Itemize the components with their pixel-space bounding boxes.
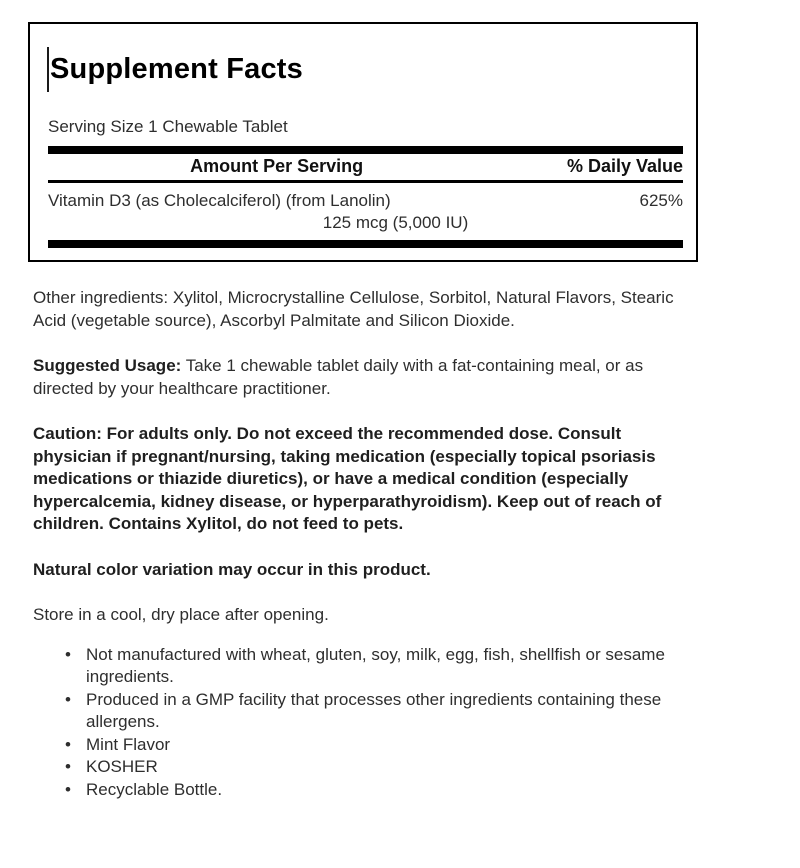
suggested-usage-label: Suggested Usage: <box>33 356 182 375</box>
nutrient-name: Vitamin D3 (as Cholecalciferol) (from Lanolin) <box>48 191 391 210</box>
table-row-vitamin-d3 <box>48 183 683 234</box>
list-item: • KOSHER <box>63 756 685 779</box>
suggested-usage-text: Take 1 chewable tablet daily with a fat-containing meal, or as directed by your healthcare practitioner. <box>33 356 644 398</box>
label-body-copy <box>33 287 685 801</box>
color-variation-note: Natural color variation may occur in this product. <box>33 559 431 579</box>
list-item: • Mint Flavor <box>63 734 685 757</box>
nutrient-amount: 125 mcg (5,000 IU) <box>322 213 469 232</box>
storage-instructions: Store in a cool, dry place after opening. <box>33 605 329 624</box>
caution-paragraph: Caution: For adults only. Do not exceed the recommended dose. Consult physician if pregnant/nursing, taking medication (especially topical psoriasis medications or thiazide diuretics), or have a medical condition (especially hypercalcemia, kidney disease, or hyperparathyroidism). Keep out of reach of children. Contains Xylitol, do not feed to pets. <box>33 424 662 533</box>
divider-bar-bottom <box>48 240 683 248</box>
serving-size: Serving Size 1 Chewable Tablet <box>48 117 288 136</box>
suggested-usage-paragraph <box>33 355 685 400</box>
supplement-facts-panel <box>28 22 698 262</box>
product-notes-list <box>63 644 685 802</box>
panel-title-row <box>50 52 683 86</box>
facts-table-header <box>48 154 683 183</box>
divider-bar-top <box>48 146 683 154</box>
text-cursor <box>47 47 49 92</box>
list-item: • Produced in a GMP facility that processes other ingredients containing these allergens. <box>63 689 685 734</box>
other-ingredients-paragraph: Other ingredients: Xylitol, Microcrystalline Cellulose, Sorbitol, Natural Flavors, Stearic Acid (vegetable source), Ascorbyl Palmitate and Silicon Dioxide. <box>33 288 674 330</box>
column-header-daily-value: % Daily Value <box>566 156 683 176</box>
panel-title: Supplement Facts <box>50 53 303 85</box>
nutrient-daily-value: 625% <box>639 191 683 210</box>
list-item: • Not manufactured with wheat, gluten, soy, milk, egg, fish, shellfish or sesame ingredients. <box>63 644 685 689</box>
list-item: • Recyclable Bottle. <box>63 779 685 802</box>
column-header-amount: Amount Per Serving <box>190 156 364 176</box>
